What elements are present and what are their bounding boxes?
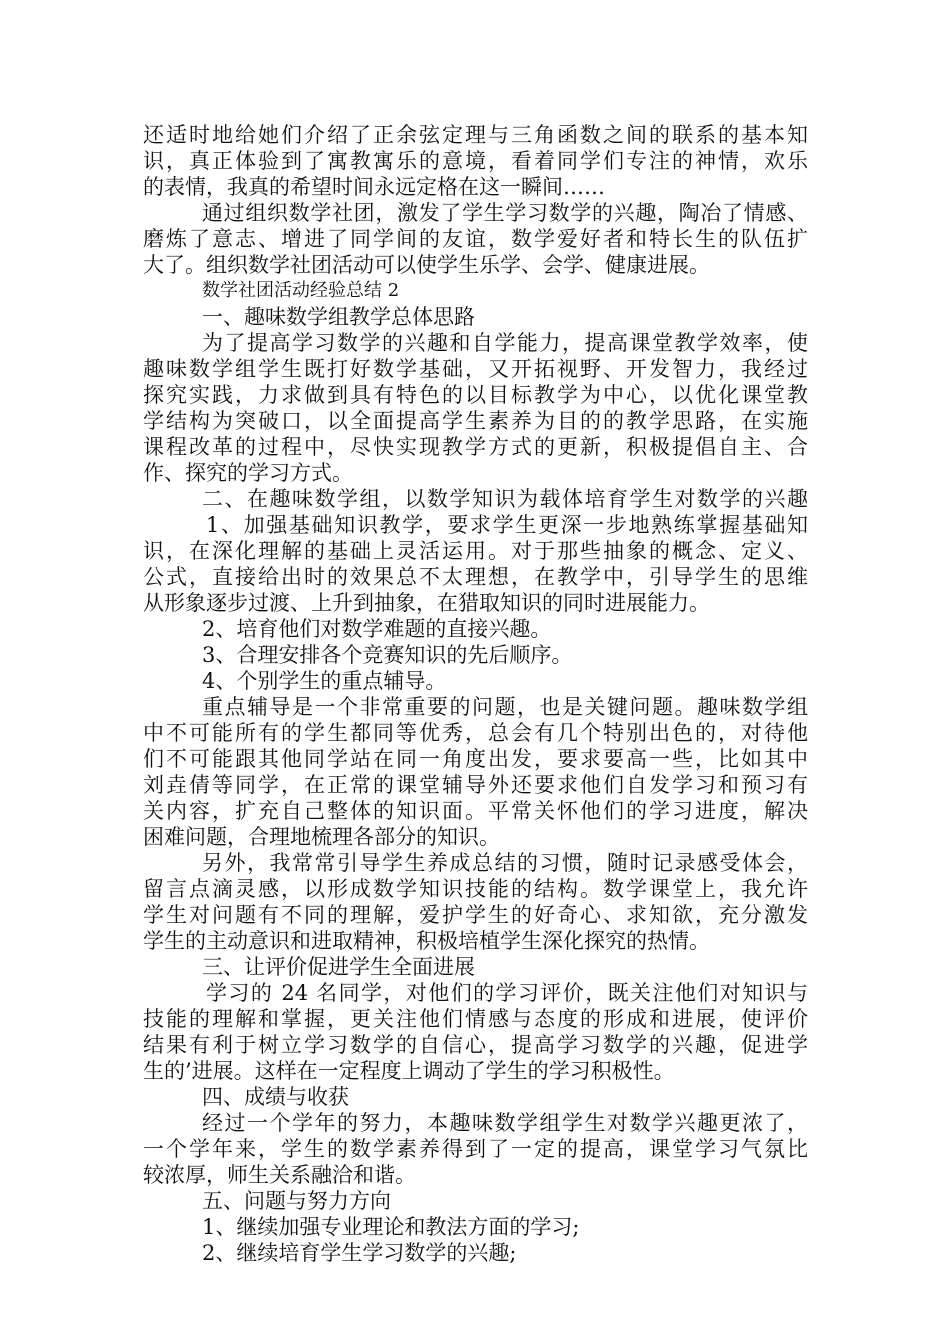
- paragraph-start: 重点辅导是一个非常重要的问题，也是关键问题。趣味数学组: [202, 695, 808, 719]
- section-heading: 一、趣味数学组教学总体思路: [202, 305, 475, 329]
- paragraph-start: 另外，我常常引导学生养成总结的习惯，随时记录感受体会，: [202, 851, 808, 875]
- text-line: 结果有利于树立学习数学的自信心，提高学习数学的兴趣，促进学: [143, 1033, 808, 1057]
- text-line: 还适时地给她们介绍了正余弦定理与三角函数之间的联系的基本知: [143, 123, 808, 147]
- text-line: 生的’进展。这样在一定程度上调动了学生的学习积极性。: [143, 1059, 675, 1083]
- document-page: [143, 122, 808, 1266]
- text-line: 困难问题，合理地梳理各部分的知识。: [143, 825, 500, 849]
- paragraph-start: 通过组织数学社团，激发了学生学习数学的兴趣，陶冶了情感、: [202, 201, 808, 225]
- text-line: 一个学年来，学生的数学素养得到了一定的提高，课堂学习气氛比: [143, 1137, 808, 1161]
- text-line: 识，在深化理解的基础上灵活运用。对于那些抽象的概念、定义、: [143, 539, 808, 563]
- paragraph-start: 经过一个学年的努力，本趣味数学组学生对数学兴趣更浓了，: [202, 1111, 808, 1135]
- section-heading: 五、问题与努力方向: [202, 1189, 391, 1213]
- text-line: 学结构为突破口，以全面提高学生素养为目的的教学思路，在实施: [143, 409, 808, 433]
- text-line: 刘垚倩等同学，在正常的课堂辅导外还要求他们自发学习和预习有: [143, 773, 808, 797]
- text-line: 探究实践，力求做到具有特色的以目标教学为中心，以优化课堂教: [143, 383, 808, 407]
- text-line: 学生的主动意识和进取精神，积极培植学生深化探究的热情。: [143, 929, 710, 953]
- section-title: 数学社团活动经验总结 2: [202, 280, 400, 301]
- text-line: 课程改革的过程中，尽快实现教学方式的更新，积极提倡自主、合: [143, 435, 808, 459]
- text-line: 从形象逐步过渡、上升到抽象，在猎取知识的同时进展能力。: [143, 591, 710, 615]
- text-line: 学生对问题有不同的理解，爱护学生的好奇心、求知欲，充分激发: [143, 903, 808, 927]
- text-line: 大了。组织数学社团活动可以使学生乐学、会学、健康进展。: [143, 253, 710, 277]
- list-item: 4、个别学生的重点辅导。: [202, 669, 447, 693]
- text-line: 中不可能所有的学生都同等优秀，总会有几个特别出色的，对待他: [143, 721, 808, 745]
- text-line: 公式，直接给出时的效果总不太理想，在教学中，引导学生的思维: [143, 565, 808, 589]
- list-item: 2、继续培育学生学习数学的兴趣;: [202, 1241, 517, 1265]
- text-line: 们不可能跟其他同学站在同一角度出发，要求要高一些，比如其中: [143, 747, 808, 771]
- text-line: 磨炼了意志、增进了同学间的友谊，数学爱好者和特长生的队伍扩: [143, 227, 808, 251]
- section-heading: 四、成绩与收获: [202, 1085, 349, 1109]
- text-line: 较浓厚，师生关系融洽和谐。: [143, 1163, 416, 1187]
- text-line: 趣味数学组学生既打好数学基础，又开拓视野、开发智力，我经过: [143, 357, 808, 381]
- list-item: 3、合理安排各个竞赛知识的先后顺序。: [202, 643, 573, 667]
- paragraph-start: 为了提高学习数学的兴趣和自学能力，提高课堂教学效率，使: [202, 331, 808, 355]
- section-heading: 二、在趣味数学组，以数学知识为载体培育学生对数学的兴趣: [202, 487, 808, 511]
- text-line: 留言点滴灵感，以形成数学知识技能的结构。数学课堂上，我允许: [143, 877, 808, 901]
- list-item: 2、培育他们对数学难题的直接兴趣。: [202, 617, 552, 641]
- text-line: 作、探究的学习方式。: [143, 461, 353, 485]
- list-item: 1、继续加强专业理论和教法方面的学习;: [202, 1215, 580, 1239]
- paragraph-start: 学习的 24 名同学，对他们的学习评价，既关注他们对知识与: [206, 981, 808, 1005]
- text-line: 关内容，扩充自己整体的知识面。平常关怀他们的学习进度，解决: [143, 799, 808, 823]
- paragraph-start: 1、加强基础知识教学，要求学生更深一步地熟练掌握基础知: [206, 513, 808, 537]
- text-line: 技能的理解和掌握，更关注他们情感与态度的形成和进展，使评价: [143, 1007, 808, 1031]
- text-line: 的表情，我真的希望时间永远定格在这一瞬间……: [143, 175, 605, 199]
- section-heading: 三、让评价促进学生全面进展: [202, 955, 475, 979]
- text-line: 识，真正体验到了寓教寓乐的意境，看着同学们专注的神情，欢乐: [143, 149, 808, 173]
